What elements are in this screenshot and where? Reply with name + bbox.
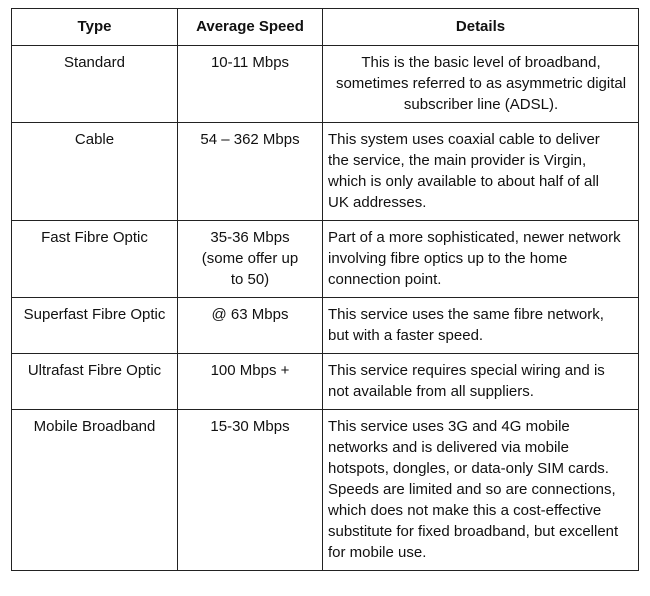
details-line: which is only available to about half of all [328, 173, 599, 190]
table-row [12, 221, 639, 298]
details-line: This service uses the same fibre network, [328, 306, 604, 323]
cell-type: Fast Fibre Optic [12, 221, 178, 298]
details-line: hotspots, dongles, or data-only SIM cards. [328, 460, 609, 477]
details-line: for mobile use. [328, 544, 427, 561]
cell-speed [178, 298, 323, 354]
header-average-speed: Average Speed [178, 9, 323, 46]
details-line: subscriber line (ADSL). [403, 96, 559, 113]
cell-speed [178, 221, 323, 298]
cell-details [323, 221, 639, 298]
cell-details [323, 123, 639, 221]
details-line: This service uses 3G and 4G mobile [328, 418, 570, 435]
table-row [12, 123, 639, 221]
speed-line: 100 Mbps + [210, 362, 290, 379]
details-line: networks and is delivered via mobile [328, 439, 569, 456]
cell-details [323, 46, 639, 123]
table-row [12, 298, 639, 354]
details-line: Part of a more sophisticated, newer network [328, 229, 621, 246]
table-row [12, 354, 639, 410]
details-line: sometimes referred to as asymmetric digital [335, 75, 627, 92]
cell-type: Standard [12, 46, 178, 123]
details-line: the service, the main provider is Virgin, [328, 152, 587, 169]
speed-line: 54 – 362 Mbps [200, 131, 300, 148]
details-line: involving fibre optics up to the home [328, 250, 568, 267]
speed-line: @ 63 Mbps [211, 306, 289, 323]
cell-details [323, 354, 639, 410]
speed-line: 10-11 Mbps [210, 54, 290, 71]
table-header-row [12, 9, 639, 46]
cell-type: Cable [12, 123, 178, 221]
details-line: connection point. [328, 271, 442, 288]
cell-type: Mobile Broadband [12, 410, 178, 571]
speed-line: (some offer up [201, 250, 299, 267]
cell-speed [178, 46, 323, 123]
cell-details [323, 298, 639, 354]
speed-line: to 50) [230, 271, 270, 288]
header-type: Type [12, 9, 178, 46]
details-line: Speeds are limited and so are connections, [328, 481, 616, 498]
details-line: This system uses coaxial cable to deliver [328, 131, 600, 148]
details-line: but with a faster speed. [328, 327, 484, 344]
cell-type: Ultrafast Fibre Optic [12, 354, 178, 410]
cell-speed [178, 123, 323, 221]
broadband-comparison-table [11, 8, 639, 571]
speed-line: 15-30 Mbps [210, 418, 290, 435]
details-line: This service requires special wiring and is [328, 362, 605, 379]
details-line: UK addresses. [328, 194, 427, 211]
details-line: not available from all suppliers. [328, 383, 534, 400]
speed-line: 35-36 Mbps [210, 229, 290, 246]
header-details: Details [323, 9, 639, 46]
cell-speed [178, 410, 323, 571]
cell-speed [178, 354, 323, 410]
details-line: which does not make this a cost-effective [328, 502, 602, 519]
details-line: substitute for fixed broadband, but excellent [328, 523, 619, 540]
table-row [12, 46, 639, 123]
cell-type: Superfast Fibre Optic [12, 298, 178, 354]
table-row [12, 410, 639, 571]
broadband-table-container [11, 8, 639, 571]
details-line: This is the basic level of broadband, [361, 54, 601, 71]
cell-details [323, 410, 639, 571]
